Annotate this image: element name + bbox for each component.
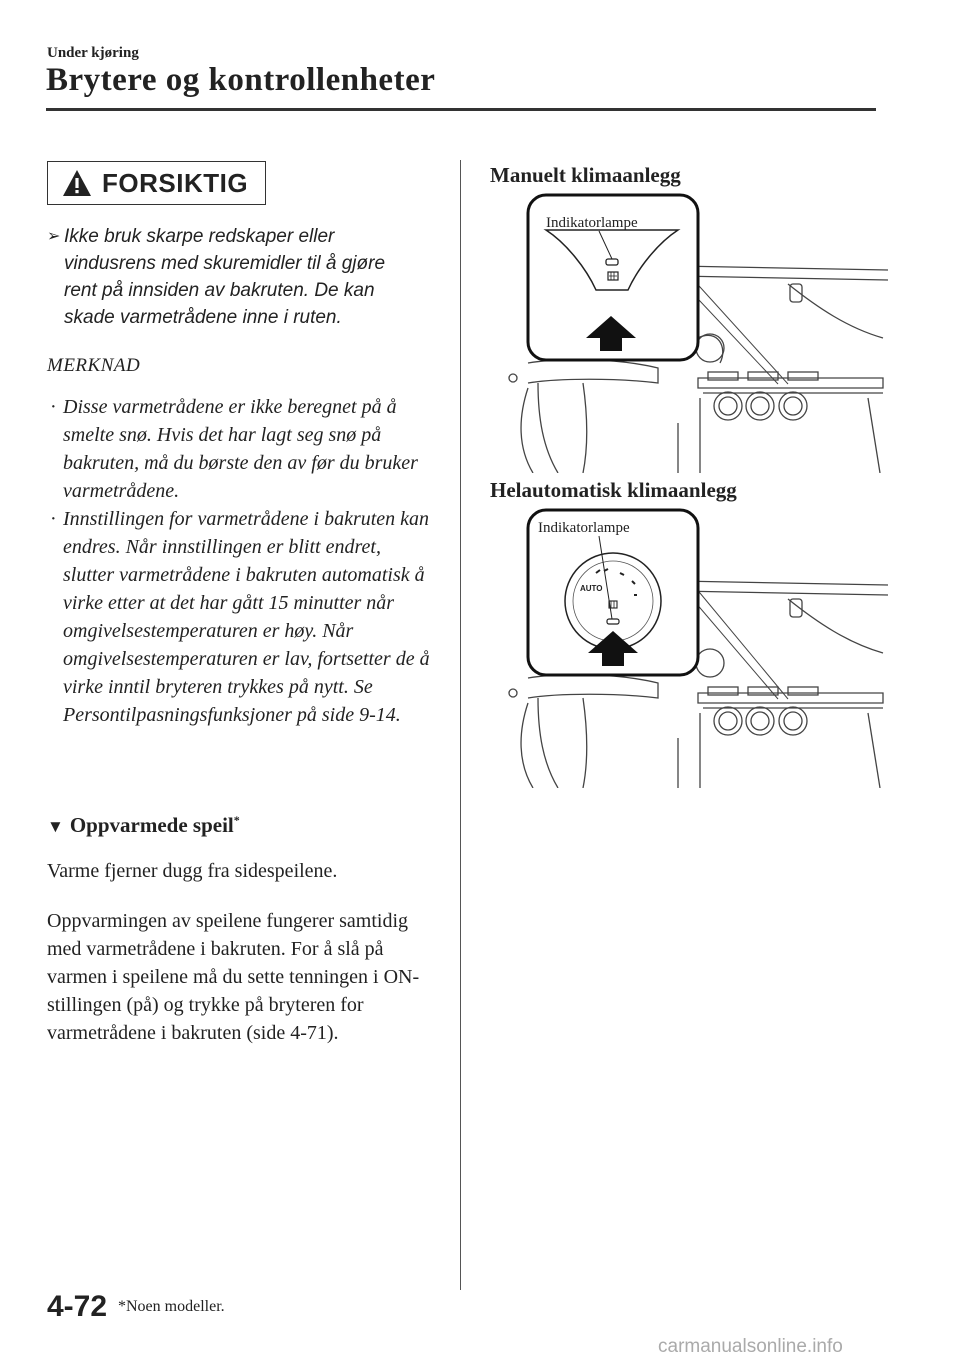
note-item: · Innstillingen for varmetrådene i bakruten kan endres. Når innstillingen er blitt endret, slutter varmetrådene i bakruten automatisk å virke etter at det har gått 15 minutter når omgivelsestemperaturen er høy. Når omgivelsestemperaturen er lav, fortsetter de å virke inntil bryteren trykkes på nytt. Se Persontilpasningsfunksjoner på side 9-14. — [47, 505, 432, 729]
page-number: 4-72 — [47, 1290, 108, 1323]
watermark: carmanualsonline.info — [658, 1336, 843, 1357]
callout-label: Indikatorlampe — [546, 215, 638, 231]
footnote-marker: * — [233, 813, 240, 827]
warning-triangle-icon — [62, 169, 92, 197]
note-heading: MERKNAD — [47, 355, 141, 376]
caution-text: Ikke bruk skarpe redskaper eller vindusrens med skuremidler til å gjøre rent på innsiden av bakruten. De kan skade varmetrådene inne i ruten. — [64, 226, 386, 328]
title-rule — [46, 108, 876, 111]
svg-text:AUTO: AUTO — [580, 584, 603, 593]
caution-label: FORSIKTIG — [102, 167, 249, 198]
footnote: *Noen modeller. — [118, 1298, 225, 1315]
triangle-down-icon: ▼ — [47, 817, 64, 836]
note-list — [47, 393, 432, 729]
manual-climate-illustration — [488, 188, 888, 473]
figure-title-manual: Manuelt klimaanlegg — [490, 163, 681, 187]
caution-item — [47, 223, 417, 331]
note-item: · Disse varmetrådene er ikke beregnet på å smelte snø. Hvis det har lagt seg snø på bakruten, må du børste den av før du bruker varmetrådene. — [47, 393, 432, 505]
section-label: Under kjøring — [47, 45, 139, 61]
auto-climate-illustration — [488, 503, 888, 788]
bullet-arrow-icon: ➢ — [47, 228, 61, 245]
subsection-heading — [47, 813, 240, 838]
body-paragraph: Varme fjerner dugg fra sidespeilene. — [47, 860, 338, 882]
column-divider — [460, 160, 461, 1290]
subsection-title: Oppvarmede speil — [69, 813, 234, 837]
figure-title-auto: Helautomatisk klimaanlegg — [490, 478, 737, 502]
caution-box — [47, 161, 266, 205]
body-paragraph: Oppvarmingen av speilene fungerer samtidig med varmetrådene i bakruten. For å slå på varmen i speilene må du sette tenningen i ON-stillingen (på) og trykke på bryteren for varmetrådene i bakruten (side 4-71). — [47, 910, 420, 1044]
page-title: Brytere og kontrollenheter — [46, 62, 436, 98]
callout-label: Indikatorlampe — [538, 520, 630, 536]
